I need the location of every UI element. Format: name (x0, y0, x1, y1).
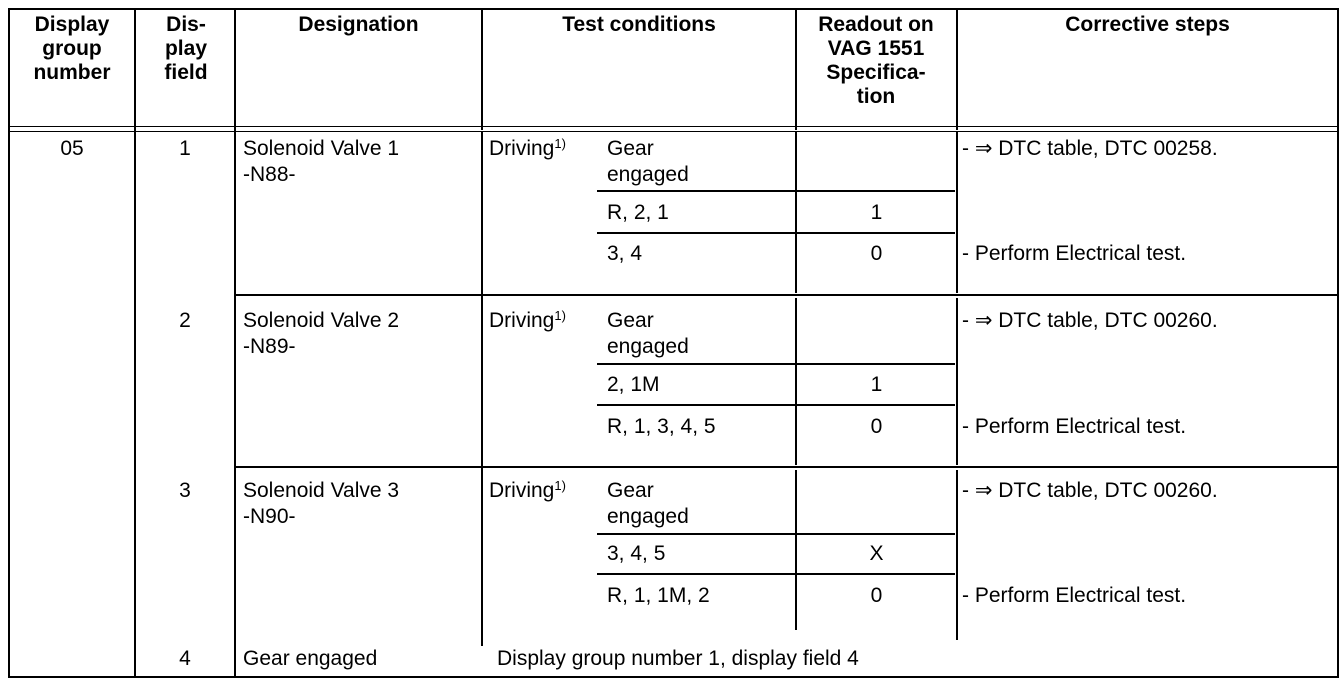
col-sep-1 (134, 8, 136, 678)
gear-rule-2a (597, 363, 955, 365)
condition-1: Driving$^{1)}$ (489, 136, 566, 160)
display-group-value: 05 (60, 137, 84, 160)
gear-rule-3b (597, 573, 955, 575)
footnote-mark: 1) (554, 478, 566, 493)
designation-2-code: -N89- (243, 335, 296, 358)
header-display-field: Dis- play field (164, 13, 208, 84)
border-top (8, 8, 1339, 10)
header-rule-upper (8, 126, 1339, 127)
border-right (1337, 8, 1339, 678)
designation-3-name: Solenoid Valve 3 (243, 479, 400, 502)
footnote-mark: 1) (554, 136, 566, 151)
corrective-1-a: - ⇒ DTC table, DTC 00258. (962, 137, 1218, 160)
header-rule-lower (8, 131, 1339, 132)
header-display-group-number: Display group number (33, 13, 111, 84)
corrective-1-b: - Perform Electrical test. (962, 242, 1187, 265)
gear-3-2: R, 1, 1M, 2 (607, 584, 710, 607)
border-left (8, 8, 10, 678)
gear-1-1: R, 2, 1 (607, 201, 669, 224)
corrective-3-a: - ⇒ DTC table, DTC 00260. (962, 479, 1218, 502)
designation-2-name: Solenoid Valve 2 (243, 309, 400, 332)
col-sep-3b (481, 131, 483, 646)
readout-1-1: 1 (870, 201, 883, 224)
col-sep-4 (795, 8, 797, 130)
corrective-2-a: - ⇒ DTC table, DTC 00260. (962, 309, 1218, 332)
readout-3-1: X (869, 542, 884, 565)
condition-2: Driving$^{1)}$ (489, 308, 566, 332)
display-field-1: 1 (179, 137, 191, 160)
gear-2-1: 2, 1M (607, 373, 660, 396)
gear-1-2: 3, 4 (607, 242, 643, 265)
col-sep-5d (956, 470, 958, 640)
header-designation: Designation (298, 13, 419, 36)
designation-4-name: Gear engaged (243, 647, 378, 670)
gear-label-2-b: engaged (607, 335, 689, 358)
display-field-2: 2 (179, 309, 191, 332)
gear-2-2: R, 1, 3, 4, 5 (607, 415, 716, 438)
footnote-mark: 1) (554, 308, 566, 323)
gear-3-1: 3, 4, 5 (607, 542, 666, 565)
display-field-3: 3 (179, 479, 191, 502)
readout-3-2: 0 (870, 584, 883, 607)
readout-2-1: 1 (870, 373, 883, 396)
header-readout-specification: Readout on VAG 1551 Specifica- tion (818, 13, 934, 108)
readout-1-2: 0 (870, 242, 883, 265)
col-sep-5c (956, 298, 958, 465)
row-sep-2 (234, 466, 1339, 468)
corrective-3-b: - Perform Electrical test. (962, 584, 1187, 607)
readout-2-2: 0 (870, 415, 883, 438)
designation-1-name: Solenoid Valve 1 (243, 137, 400, 160)
header-test-conditions: Test conditions (562, 13, 716, 36)
designation-3-code: -N90- (243, 505, 296, 528)
gear-rule-3a (597, 533, 955, 535)
gear-label-2-a: Gear (607, 309, 654, 332)
condition-3: Driving$^{1)}$ (489, 478, 566, 502)
corrective-2-b: - Perform Electrical test. (962, 415, 1187, 438)
gear-label-3-a: Gear (607, 479, 654, 502)
col-sep-2 (234, 8, 236, 678)
gear-rule-1b (597, 232, 955, 234)
gear-label-3-b: engaged (607, 505, 689, 528)
row-sep-1 (234, 294, 1339, 296)
gear-label-1-b: engaged (607, 163, 689, 186)
header-corrective-steps: Corrective steps (1065, 13, 1230, 36)
border-bottom (8, 676, 1339, 678)
condition-4: Display group number 1, display field 4 (497, 647, 859, 670)
gear-rule-2b (597, 404, 955, 406)
display-field-4: 4 (179, 647, 191, 670)
designation-1-code: -N88- (243, 163, 296, 186)
gear-label-1-a: Gear (607, 137, 654, 160)
gear-rule-1a (597, 190, 955, 192)
col-sep-5b (956, 131, 958, 293)
